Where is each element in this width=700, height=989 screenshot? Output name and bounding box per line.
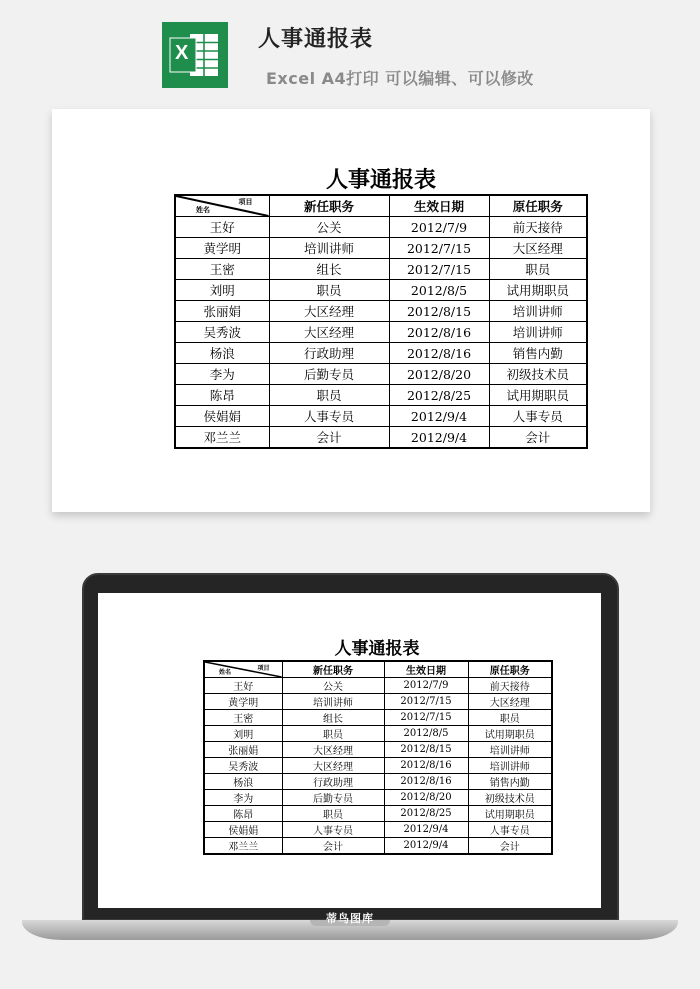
table-cell: 2012/8/20 xyxy=(384,790,468,806)
table-row xyxy=(204,774,552,790)
table-cell: 职员 xyxy=(269,385,389,406)
table-cell: 2012/8/16 xyxy=(389,322,489,343)
corner-bottom-label: 姓名 xyxy=(196,205,210,214)
table-row xyxy=(175,406,587,427)
table-cell: 黄学明 xyxy=(175,238,269,259)
table-cell: 初级技术员 xyxy=(489,364,587,385)
table-cell: 吴秀波 xyxy=(175,322,269,343)
table-cell: 职员 xyxy=(269,280,389,301)
table-cell: 李为 xyxy=(175,364,269,385)
table-row xyxy=(204,838,552,855)
data-table xyxy=(203,660,553,855)
table-row xyxy=(175,364,587,385)
table-cell: 试用期职员 xyxy=(468,726,552,742)
table-cell: 后勤专员 xyxy=(269,364,389,385)
table-cell: 2012/8/20 xyxy=(389,364,489,385)
table-cell: 杨浪 xyxy=(175,343,269,364)
table-row xyxy=(204,790,552,806)
table-row xyxy=(175,343,587,364)
column-header: 生效日期 xyxy=(384,661,468,678)
table-cell: 会计 xyxy=(468,838,552,855)
table-cell: 培训讲师 xyxy=(269,238,389,259)
table-cell: 大区经理 xyxy=(468,694,552,710)
table-cell: 人事专员 xyxy=(489,406,587,427)
table-cell: 会计 xyxy=(282,838,384,855)
table-cell: 职员 xyxy=(489,259,587,280)
column-header: 新任职务 xyxy=(269,195,389,217)
table-cell: 2012/8/15 xyxy=(389,301,489,322)
table-cell: 培训讲师 xyxy=(282,694,384,710)
table-cell: 行政助理 xyxy=(282,774,384,790)
laptop-screen xyxy=(98,593,601,908)
data-table xyxy=(174,194,588,449)
table-row xyxy=(204,678,552,694)
table-cell: 组长 xyxy=(282,710,384,726)
column-header: 生效日期 xyxy=(389,195,489,217)
table-cell: 王密 xyxy=(175,259,269,280)
table-cell: 黄学明 xyxy=(204,694,282,710)
table-cell: 后勤专员 xyxy=(282,790,384,806)
table-cell: 邓兰兰 xyxy=(204,838,282,855)
table-cell: 人事专员 xyxy=(468,822,552,838)
table-cell: 2012/9/4 xyxy=(384,822,468,838)
table-cell: 侯娟娟 xyxy=(175,406,269,427)
page-title: 人事通报表 xyxy=(258,27,374,52)
table-cell: 2012/7/15 xyxy=(384,710,468,726)
table-cell: 销售内勤 xyxy=(468,774,552,790)
table-cell: 吴秀波 xyxy=(204,758,282,774)
page-subtitle: Excel A4打印 可以编辑、可以修改 xyxy=(266,69,534,88)
corner-top-label: 项目 xyxy=(257,665,270,672)
header-diagonal-cell xyxy=(175,195,269,217)
table-cell: 刘明 xyxy=(175,280,269,301)
excel-icon-letter: X xyxy=(175,42,189,64)
table-row xyxy=(175,385,587,406)
table-cell: 大区经理 xyxy=(269,322,389,343)
table-row xyxy=(175,238,587,259)
table-cell: 培训讲师 xyxy=(489,301,587,322)
table-cell: 职员 xyxy=(468,710,552,726)
table-cell: 试用期职员 xyxy=(468,806,552,822)
table-cell: 2012/7/15 xyxy=(384,694,468,710)
table-cell: 2012/7/15 xyxy=(389,238,489,259)
sheet-preview-card xyxy=(52,109,650,512)
table-cell: 2012/7/9 xyxy=(389,217,489,238)
table-cell: 2012/9/4 xyxy=(384,838,468,855)
header-diagonal-cell xyxy=(204,661,282,678)
table-cell: 试用期职员 xyxy=(489,385,587,406)
table-cell: 销售内勤 xyxy=(489,343,587,364)
table-cell: 大区经理 xyxy=(282,742,384,758)
table-header-row xyxy=(175,195,587,217)
column-header: 新任职务 xyxy=(282,661,384,678)
table-row xyxy=(175,322,587,343)
table-cell: 2012/9/4 xyxy=(389,406,489,427)
table-cell: 2012/8/5 xyxy=(384,726,468,742)
sheet-title: 人事通报表 xyxy=(325,167,436,193)
table-cell: 初级技术员 xyxy=(468,790,552,806)
table-cell: 王好 xyxy=(204,678,282,694)
table-cell: 前天接待 xyxy=(489,217,587,238)
table-cell: 会计 xyxy=(269,427,389,449)
table-cell: 会计 xyxy=(489,427,587,449)
table-cell: 陈昂 xyxy=(204,806,282,822)
table-cell: 刘明 xyxy=(204,726,282,742)
table-cell: 2012/7/9 xyxy=(384,678,468,694)
table-cell: 侯娟娟 xyxy=(204,822,282,838)
table-row xyxy=(204,742,552,758)
header xyxy=(0,0,700,100)
table-cell: 试用期职员 xyxy=(489,280,587,301)
table-cell: 大区经理 xyxy=(489,238,587,259)
table-cell: 前天接待 xyxy=(468,678,552,694)
table-cell: 2012/8/15 xyxy=(384,742,468,758)
table-body xyxy=(204,678,552,855)
table-cell: 王密 xyxy=(204,710,282,726)
table-cell: 2012/8/5 xyxy=(389,280,489,301)
table-cell: 公关 xyxy=(282,678,384,694)
column-header: 原任职务 xyxy=(489,195,587,217)
sheet-title: 人事通报表 xyxy=(334,639,420,659)
table-row xyxy=(204,822,552,838)
table-cell: 王好 xyxy=(175,217,269,238)
column-header: 原任职务 xyxy=(468,661,552,678)
table-cell: 2012/8/16 xyxy=(384,758,468,774)
table-cell: 2012/9/4 xyxy=(389,427,489,449)
table-row xyxy=(204,694,552,710)
table-row xyxy=(175,280,587,301)
table-header-row xyxy=(204,661,552,678)
table-row xyxy=(175,259,587,280)
table-cell: 公关 xyxy=(269,217,389,238)
table-cell: 职员 xyxy=(282,726,384,742)
table-row xyxy=(204,758,552,774)
table-cell: 组长 xyxy=(269,259,389,280)
table-cell: 2012/8/16 xyxy=(384,774,468,790)
table-cell: 邓兰兰 xyxy=(175,427,269,449)
table-cell: 培训讲师 xyxy=(468,758,552,774)
table-row xyxy=(175,301,587,322)
table-cell: 人事专员 xyxy=(282,822,384,838)
table-cell: 杨浪 xyxy=(204,774,282,790)
table-row xyxy=(175,427,587,449)
table-cell: 培训讲师 xyxy=(489,322,587,343)
excel-icon xyxy=(162,22,228,88)
table-cell: 张丽娟 xyxy=(204,742,282,758)
table-row xyxy=(175,217,587,238)
table-cell: 培训讲师 xyxy=(468,742,552,758)
table-row xyxy=(204,726,552,742)
table-cell: 职员 xyxy=(282,806,384,822)
table-body xyxy=(175,217,587,449)
table-cell: 行政助理 xyxy=(269,343,389,364)
sheet-preview xyxy=(174,166,588,449)
table-cell: 2012/8/25 xyxy=(389,385,489,406)
corner-bottom-label: 姓名 xyxy=(219,669,232,676)
table-cell: 2012/8/25 xyxy=(384,806,468,822)
sheet-preview-small xyxy=(203,638,551,855)
table-row xyxy=(204,710,552,726)
table-cell: 人事专员 xyxy=(269,406,389,427)
table-row xyxy=(204,806,552,822)
table-cell: 陈昂 xyxy=(175,385,269,406)
table-cell: 2012/7/15 xyxy=(389,259,489,280)
table-cell: 2012/8/16 xyxy=(389,343,489,364)
corner-top-label: 项目 xyxy=(238,197,253,206)
table-cell: 张丽娟 xyxy=(175,301,269,322)
table-cell: 李为 xyxy=(204,790,282,806)
table-cell: 大区经理 xyxy=(269,301,389,322)
table-cell: 大区经理 xyxy=(282,758,384,774)
brand-label: 蒂鸟图库 xyxy=(326,912,374,925)
